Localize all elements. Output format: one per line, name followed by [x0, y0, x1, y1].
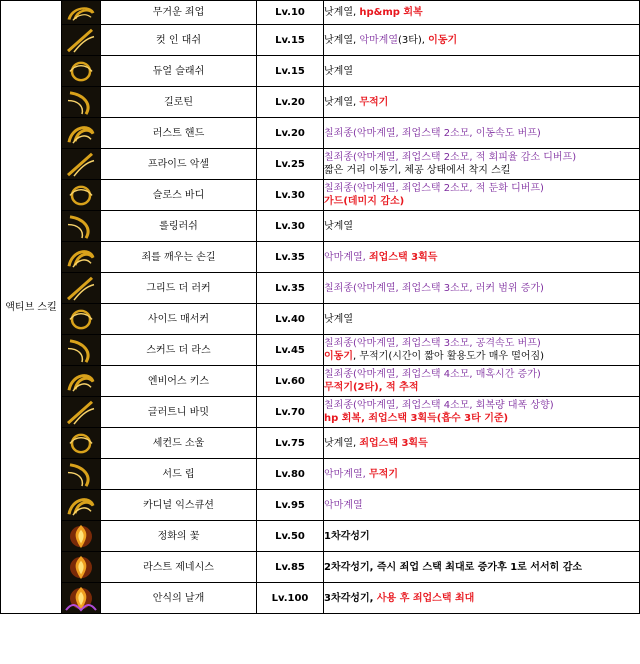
description-segment: 낫계열, — [324, 437, 360, 449]
skill-description — [324, 490, 640, 521]
flower-of-purification-icon — [62, 521, 101, 552]
description-line — [324, 350, 639, 363]
skill-name: 스커드 더 라스 — [101, 335, 257, 366]
skill-description — [324, 459, 640, 490]
skill-name: 컷 인 대쉬 — [101, 25, 257, 56]
description-segment: 이동기 — [428, 34, 458, 46]
skill-level: Lv.80 — [257, 459, 324, 490]
description-segment: 칠죄종(악마계열, 죄업스택 2소모, 적 회피율 감소 디버프) — [324, 152, 577, 163]
skill-name: 라스트 제네시스 — [101, 552, 257, 583]
table-row — [1, 335, 640, 366]
skill-level: Lv.20 — [257, 87, 324, 118]
skill-description — [324, 1, 640, 25]
description-segment: hp&mp 회복 — [359, 7, 423, 18]
golden-reap-icon — [62, 459, 101, 490]
golden-soul-icon — [62, 428, 101, 459]
skill-level: Lv.20 — [257, 118, 324, 149]
golden-cardinal-icon — [62, 490, 101, 521]
description-line — [324, 182, 639, 195]
description-line — [324, 313, 639, 326]
skill-level: Lv.70 — [257, 397, 324, 428]
description-segment: 이동기 — [324, 351, 353, 362]
skill-level: Lv.40 — [257, 304, 324, 335]
table-row — [1, 1, 640, 25]
description-line — [324, 65, 639, 78]
skill-name: 세컨드 소울 — [101, 428, 257, 459]
skill-description — [324, 428, 640, 459]
skill-level: Lv.75 — [257, 428, 324, 459]
description-segment: 3차각성기, — [324, 592, 377, 604]
description-segment: 칠죄종(악마계열, 죄업스택 3소모, 공격속도 버프) — [324, 338, 541, 349]
description-line — [324, 530, 639, 543]
skill-name: 그리드 더 러커 — [101, 273, 257, 304]
skill-name: 슬로스 바디 — [101, 180, 257, 211]
description-segment: 짧은 거리 이동기, 체공 상태에서 착지 스킬 — [324, 165, 511, 176]
category-label: 액티브 스킬 — [1, 1, 62, 614]
skill-name: 사이드 매서커 — [101, 304, 257, 335]
description-segment: 무적기 — [359, 96, 389, 108]
description-segment: 무적기(2타), 적 추적 — [324, 382, 419, 393]
table-row — [1, 490, 640, 521]
skill-level: Lv.35 — [257, 242, 324, 273]
description-segment: 가드(데미지 감소) — [324, 196, 405, 207]
description-line — [324, 399, 639, 412]
description-line — [324, 337, 639, 350]
golden-greed-icon — [62, 273, 101, 304]
golden-roll-icon — [62, 211, 101, 242]
skill-level: Lv.10 — [257, 1, 324, 25]
skill-name: 프라이드 악셀 — [101, 149, 257, 180]
golden-pride-icon — [62, 149, 101, 180]
skill-name: 안식의 날개 — [101, 583, 257, 614]
skill-description — [324, 25, 640, 56]
skill-name: 롤링러쉬 — [101, 211, 257, 242]
skill-description — [324, 552, 640, 583]
description-line — [324, 164, 639, 177]
description-segment: 낫계열, — [324, 34, 360, 46]
golden-hand-icon — [62, 118, 101, 149]
skill-level: Lv.50 — [257, 521, 324, 552]
skill-level: Lv.85 — [257, 552, 324, 583]
skill-name: 정화의 꽃 — [101, 521, 257, 552]
description-line — [324, 368, 639, 381]
skill-description — [324, 583, 640, 614]
golden-guillotine-icon — [62, 87, 101, 118]
table-row — [1, 521, 640, 552]
golden-swirl-icon — [62, 1, 101, 25]
description-line — [324, 592, 639, 605]
golden-side-icon — [62, 304, 101, 335]
description-segment: 악마계열, — [324, 251, 369, 263]
description-segment: 낫계열, — [324, 7, 360, 18]
golden-flame-hand-icon — [62, 242, 101, 273]
golden-sloth-icon — [62, 180, 101, 211]
table-row — [1, 397, 640, 428]
description-line — [324, 6, 639, 19]
description-segment: hp 회복, 죄업스택 3획득(흡수 3타 기준) — [324, 413, 509, 424]
description-line — [324, 220, 639, 233]
skill-table-body — [1, 1, 640, 614]
skill-level: Lv.60 — [257, 366, 324, 397]
skill-name: 러스트 핸드 — [101, 118, 257, 149]
skill-name: 서드 립 — [101, 459, 257, 490]
skill-level: Lv.95 — [257, 490, 324, 521]
description-line — [324, 437, 639, 450]
table-row — [1, 211, 640, 242]
description-line — [324, 151, 639, 164]
golden-arc-icon — [62, 56, 101, 87]
description-segment: 죄업스택 3획득 — [359, 437, 428, 449]
skill-description — [324, 304, 640, 335]
skill-level: Lv.30 — [257, 180, 324, 211]
last-genesis-icon — [62, 552, 101, 583]
wings-of-rest-icon — [62, 583, 101, 614]
golden-envy-icon — [62, 366, 101, 397]
skill-description — [324, 118, 640, 149]
table-row — [1, 149, 640, 180]
description-segment: 칠죄종(악마계열, 죄업스택 4소모, 매혹시간 증가) — [324, 369, 541, 380]
table-row — [1, 25, 640, 56]
description-segment: 낫계열 — [324, 220, 353, 232]
skill-level: Lv.45 — [257, 335, 324, 366]
description-segment: 칠죄종(악마계열, 죄업스택 2소모, 이동속도 버프) — [324, 127, 541, 139]
skill-description — [324, 242, 640, 273]
description-segment: 1차각성기 — [324, 530, 370, 542]
description-line — [324, 96, 639, 109]
description-segment: 악마계열, — [324, 468, 369, 480]
table-row — [1, 87, 640, 118]
description-segment: 칠죄종(악마계열, 죄업스택 2소모, 적 둔화 디버프) — [324, 183, 544, 194]
description-line — [324, 127, 639, 140]
skill-level: Lv.15 — [257, 25, 324, 56]
table-row — [1, 366, 640, 397]
description-segment: 죄업스택 3획득 — [369, 251, 438, 263]
skill-name: 카디널 익스큐션 — [101, 490, 257, 521]
description-line — [324, 282, 639, 295]
skill-description — [324, 211, 640, 242]
description-line — [324, 34, 639, 47]
description-segment: (3타), — [397, 34, 429, 46]
description-segment: 무적기 — [369, 468, 398, 480]
description-segment: 칠죄종(악마계열, 죄업스택 3소모, 러커 범위 증가) — [324, 282, 544, 294]
description-line — [324, 381, 639, 394]
skill-name: 길로틴 — [101, 87, 257, 118]
table-row — [1, 118, 640, 149]
skill-level: Lv.30 — [257, 211, 324, 242]
description-line — [324, 499, 639, 512]
table-row — [1, 304, 640, 335]
table-row — [1, 459, 640, 490]
description-line — [324, 561, 639, 574]
table-row — [1, 428, 640, 459]
skill-name: 무거운 죄업 — [101, 1, 257, 25]
description-segment: 낫계열 — [324, 313, 353, 325]
skill-name: 엔비어스 키스 — [101, 366, 257, 397]
description-segment: 사용 후 죄업스택 최대 — [376, 592, 475, 604]
skill-level: Lv.35 — [257, 273, 324, 304]
table-row — [1, 180, 640, 211]
skill-description — [324, 56, 640, 87]
description-segment: 낫계열 — [324, 65, 353, 77]
table-row — [1, 583, 640, 614]
table-row — [1, 273, 640, 304]
description-segment: , 무적기(시간이 짧아 활용도가 매우 떨어짐) — [352, 351, 545, 362]
skill-description — [324, 521, 640, 552]
description-line — [324, 195, 639, 208]
golden-wrath-icon — [62, 335, 101, 366]
skill-description — [324, 180, 640, 211]
golden-gluttony-icon — [62, 397, 101, 428]
table-row — [1, 552, 640, 583]
skill-description — [324, 335, 640, 366]
skill-name: 죄를 깨우는 손길 — [101, 242, 257, 273]
skill-level: Lv.100 — [257, 583, 324, 614]
description-segment: 낫계열, — [324, 96, 360, 108]
table-row — [1, 242, 640, 273]
skill-level: Lv.15 — [257, 56, 324, 87]
description-segment: 악마계열 — [324, 499, 363, 511]
skill-description — [324, 87, 640, 118]
golden-slash-icon — [62, 25, 101, 56]
skill-description — [324, 366, 640, 397]
table-row — [1, 56, 640, 87]
description-line — [324, 468, 639, 481]
skill-name: 글러트니 바밋 — [101, 397, 257, 428]
skill-description — [324, 397, 640, 428]
description-segment: 2차각성기, 즉시 죄업 스택 최대로 증가후 1로 서서히 감소 — [324, 561, 583, 573]
description-line — [324, 412, 639, 425]
description-segment: 악마계열 — [359, 34, 398, 46]
description-segment: 칠죄종(악마계열, 죄업스택 4소모, 회복량 대폭 상향) — [324, 400, 554, 411]
skill-name: 듀얼 슬래쉬 — [101, 56, 257, 87]
description-line — [324, 251, 639, 264]
skill-description — [324, 273, 640, 304]
skill-level: Lv.25 — [257, 149, 324, 180]
skill-description — [324, 149, 640, 180]
